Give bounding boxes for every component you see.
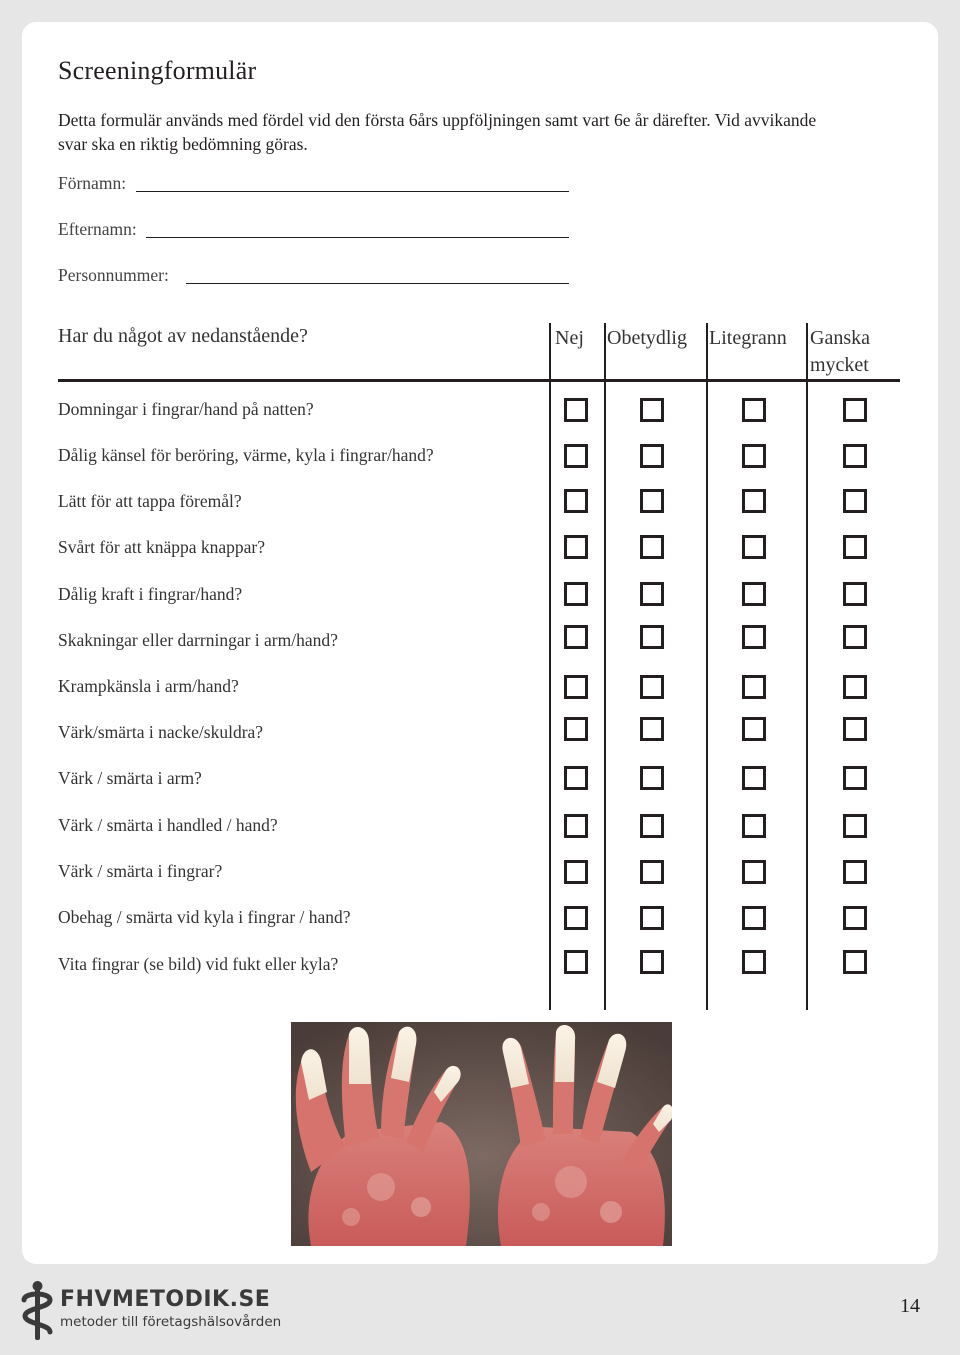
question-label: Dålig kraft i fingrar/hand? (58, 584, 243, 604)
column-divider (604, 323, 606, 1010)
checkbox-litegrann[interactable] (742, 444, 766, 468)
firstname-field[interactable] (136, 191, 569, 192)
question-header: Har du något av nedanstående? (58, 325, 308, 347)
checkbox-obetydlig[interactable] (640, 675, 664, 699)
lastname-field[interactable] (146, 237, 569, 238)
checkbox-nej[interactable] (564, 906, 588, 930)
checkbox-nej[interactable] (564, 766, 588, 790)
question-label: Krampkänsla i arm/hand? (58, 676, 239, 696)
checkbox-litegrann[interactable] (742, 675, 766, 699)
checkbox-obetydlig[interactable] (640, 582, 664, 606)
checkbox-obetydlig[interactable] (640, 906, 664, 930)
checkbox-nej[interactable] (564, 535, 588, 559)
checkbox-obetydlig[interactable] (640, 489, 664, 513)
checkbox-litegrann[interactable] (742, 489, 766, 513)
checkbox-nej[interactable] (564, 860, 588, 884)
checkbox-litegrann[interactable] (742, 535, 766, 559)
checkbox-obetydlig[interactable] (640, 625, 664, 649)
question-label: Domningar i fingrar/hand på natten? (58, 399, 314, 419)
checkbox-obetydlig[interactable] (640, 950, 664, 974)
checkbox-obetydlig[interactable] (640, 535, 664, 559)
checkbox-nej[interactable] (564, 489, 588, 513)
question-label: Värk / smärta i arm? (58, 768, 202, 788)
checkbox-obetydlig[interactable] (640, 766, 664, 790)
checkbox-nej[interactable] (564, 814, 588, 838)
question-label: Värk / smärta i handled / hand? (58, 815, 278, 835)
intro-text: Detta formulär används med fördel vid den första 6års uppföljningen samt vart 6e år därefter. Vid avvikande svar ska en riktig bedömning göras. (58, 110, 817, 154)
checkbox-ganska-mycket[interactable] (843, 766, 867, 790)
checkbox-ganska-mycket[interactable] (843, 950, 867, 974)
column-header-ganska-mycket (810, 325, 870, 379)
question-label: Värk/smärta i nacke/skuldra? (58, 722, 264, 742)
checkbox-obetydlig[interactable] (640, 444, 664, 468)
white-fingers-photo (291, 1022, 672, 1246)
checkbox-nej[interactable] (564, 625, 588, 649)
brand-name: FHVMETODIK.SE (60, 1287, 271, 1312)
checkbox-ganska-mycket[interactable] (843, 489, 867, 513)
column-header-mycket: mycket (810, 354, 869, 376)
checkbox-ganska-mycket[interactable] (843, 398, 867, 422)
question-label: Värk / smärta i fingrar? (58, 861, 223, 881)
checkbox-ganska-mycket[interactable] (843, 582, 867, 606)
question-label: Obehag / smärta vid kyla i fingrar / hand? (58, 907, 351, 927)
checkbox-ganska-mycket[interactable] (843, 625, 867, 649)
personal-number-field[interactable] (186, 283, 569, 284)
column-header-litegrann: Litegrann (709, 327, 787, 349)
checkbox-obetydlig[interactable] (640, 717, 664, 741)
checkbox-litegrann[interactable] (742, 906, 766, 930)
checkbox-obetydlig[interactable] (640, 398, 664, 422)
checkbox-ganska-mycket[interactable] (843, 444, 867, 468)
firstname-label: Förnamn: (58, 173, 127, 193)
personal-number-label: Personnummer: (58, 265, 169, 285)
page-title: Screeningformulär (58, 56, 257, 85)
question-label: Skakningar eller darrningar i arm/hand? (58, 630, 338, 650)
checkbox-litegrann[interactable] (742, 766, 766, 790)
checkbox-litegrann[interactable] (742, 582, 766, 606)
checkbox-litegrann[interactable] (742, 625, 766, 649)
question-label: Vita fingrar (se bild) vid fukt eller kyla? (58, 954, 339, 974)
page-number: 14 (900, 1295, 920, 1317)
question-label: Dålig känsel för beröring, värme, kyla i fingrar/hand? (58, 445, 434, 465)
checkbox-ganska-mycket[interactable] (843, 717, 867, 741)
checkbox-ganska-mycket[interactable] (843, 675, 867, 699)
checkbox-ganska-mycket[interactable] (843, 814, 867, 838)
checkbox-litegrann[interactable] (742, 717, 766, 741)
checkbox-ganska-mycket[interactable] (843, 906, 867, 930)
column-header-nej: Nej (555, 327, 584, 349)
checkbox-litegrann[interactable] (742, 814, 766, 838)
column-header-ganska: Ganska (810, 327, 870, 349)
checkbox-nej[interactable] (564, 582, 588, 606)
checkbox-obetydlig[interactable] (640, 814, 664, 838)
checkbox-nej[interactable] (564, 444, 588, 468)
checkbox-nej[interactable] (564, 950, 588, 974)
checkbox-litegrann[interactable] (742, 950, 766, 974)
checkbox-ganska-mycket[interactable] (843, 535, 867, 559)
question-label: Svårt för att knäppa knappar? (58, 537, 266, 557)
caduceus-icon (20, 1280, 60, 1342)
checkbox-obetydlig[interactable] (640, 860, 664, 884)
column-divider (806, 323, 808, 1010)
column-divider (706, 323, 708, 1010)
checkbox-litegrann[interactable] (742, 398, 766, 422)
header-rule (58, 379, 900, 382)
checkbox-nej[interactable] (564, 717, 588, 741)
column-divider (549, 323, 551, 1010)
question-label: Lätt för att tappa föremål? (58, 491, 242, 511)
checkbox-nej[interactable] (564, 675, 588, 699)
column-header-obetydlig: Obetydlig (607, 327, 687, 349)
checkbox-ganska-mycket[interactable] (843, 860, 867, 884)
brand-tagline: metoder till företagshälsovården (60, 1314, 282, 1330)
checkbox-litegrann[interactable] (742, 860, 766, 884)
lastname-label: Efternamn: (58, 219, 137, 239)
checkbox-nej[interactable] (564, 398, 588, 422)
